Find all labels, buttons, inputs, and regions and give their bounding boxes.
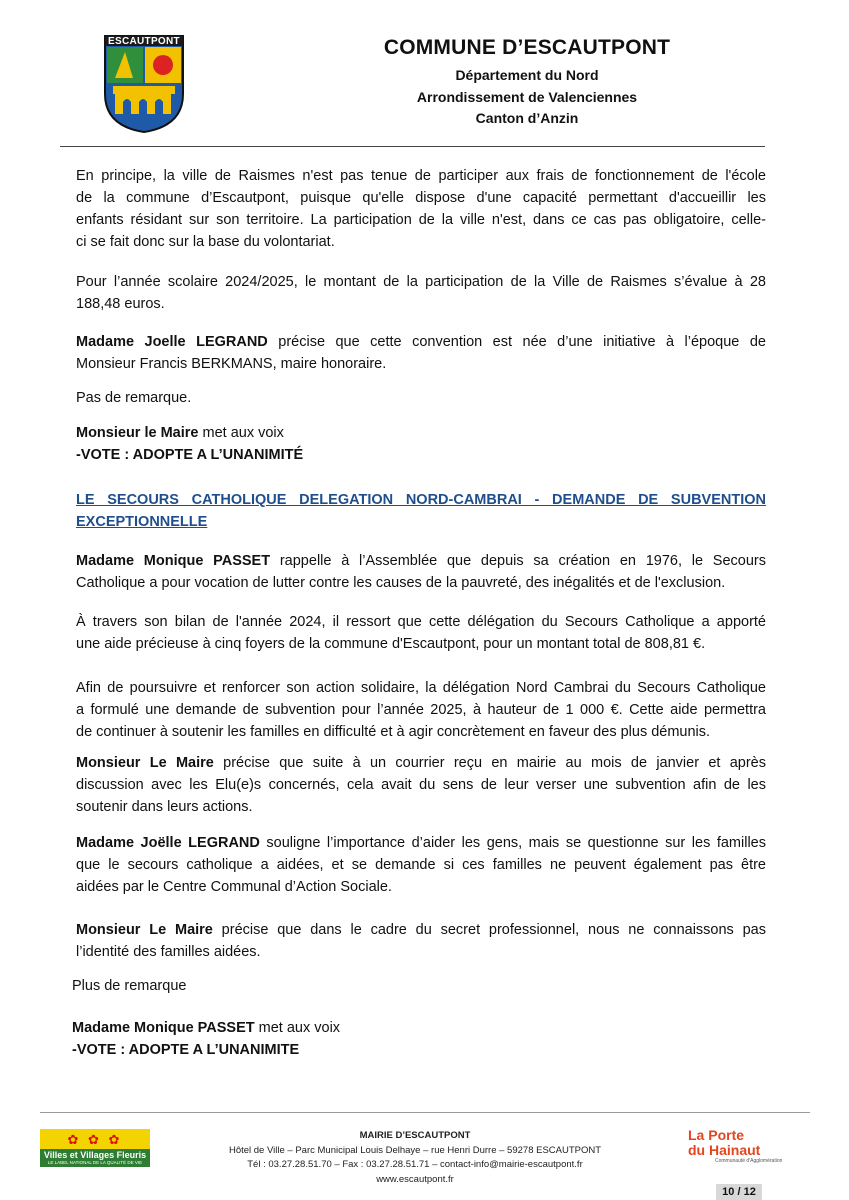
vote-block-1 <box>76 422 766 466</box>
footer-mairie-title: MAIRIE D’ESCAUTPONT <box>359 1130 471 1141</box>
header-divider <box>60 146 765 147</box>
section-heading <box>76 489 766 533</box>
text-line: Pour l’année scolaire 2024/2025, le montant de la participation de la Ville de Raismes s’évalue à 28 <box>76 274 766 290</box>
vote-result: -VOTE : ADOPTE A L’UNANIMITÉ <box>76 447 304 463</box>
text-line: de la commune d’Escautpont, puisque qu'elle dispose d'une capacité permettant d'accueillir les <box>76 190 766 206</box>
paragraph-bilan-2024 <box>76 611 766 655</box>
footer-website: www.escautpont.fr <box>376 1174 454 1185</box>
text-line: précise que cette convention est née d’une initiative à l’époque de <box>267 334 766 350</box>
page-number: 10 / 12 <box>716 1184 762 1200</box>
speaker-name: Monsieur Le Maire <box>76 922 213 938</box>
text-line: enfants résidant sur son territoire. La participation de la ville n'est, dans ce cas pas obligatoire, celle- <box>76 212 766 228</box>
text-line: met aux voix <box>198 425 284 441</box>
text-line: que le secours catholique a aidées, et se demande si ces familles ne peuvent également pas être <box>76 857 766 873</box>
logo-subtext: Communauté d'Agglomération <box>715 1158 783 1164</box>
speaker-name: Madame Monique PASSET <box>76 553 271 569</box>
text-line: soutenir dans leurs actions. <box>76 799 253 815</box>
villes-villages-fleuris-logo <box>40 1129 150 1167</box>
text-line: Monsieur Francis BERKMANS, maire honoraire. <box>76 356 387 372</box>
logo-text: Villes et Villages Fleuris <box>43 1150 147 1160</box>
heading-line: LE SECOURS CATHOLIQUE DELEGATION NORD-CAMBRAI - DEMANDE DE SUBVENTION <box>76 492 766 508</box>
text-line: À travers son bilan de l'année 2024, il ressort que cette délégation du Secours Catholique a apporté <box>76 614 766 630</box>
text-line: aidées par le Centre Communal d’Action Sociale. <box>76 879 392 895</box>
heading-line: EXCEPTIONNELLE <box>76 514 208 530</box>
arrondissement-line: Arrondissement de Valenciennes <box>416 89 638 105</box>
canton-line: Canton d’Anzin <box>475 110 579 126</box>
text-line: Catholique a pour vocation de lutter contre les causes de la pauvreté, des inégalités et de l'exclusion. <box>76 575 726 591</box>
coat-of-arms-icon <box>103 34 185 134</box>
vote-result: -VOTE : ADOPTE A L’UNANIMITE <box>72 1042 300 1058</box>
footer-contact: Tél : 03.27.28.51.70 – Fax : 03.27.28.51.71 – contact-info@mairie-escautpont.fr <box>247 1159 583 1170</box>
commune-title: COMMUNE D’ESCAUTPONT <box>383 36 671 59</box>
text-line: met aux voix <box>254 1020 341 1036</box>
paragraph-no-remark: Pas de remarque. <box>76 390 192 406</box>
text-line: rappelle à l’Assemblée que depuis sa création en 1976, le Secours <box>270 553 767 569</box>
paragraph-subvention-request <box>76 677 766 743</box>
logo-band <box>40 1149 150 1167</box>
text-line: a formulé une demande de subvention pour l’année 2025, à hauteur de 1 000 €. Cette aide permettra <box>76 702 766 718</box>
vote-block-2 <box>72 1017 762 1061</box>
logo-subtext: LE LABEL NATIONAL DE LA QUALITÉ DE VIE <box>47 1160 143 1165</box>
text-line: l’identité des familles aidées. <box>76 944 261 960</box>
speaker-name: Madame Joelle LEGRAND <box>76 334 268 350</box>
department-line: Département du Nord <box>455 67 599 83</box>
speaker-name: Monsieur Le Maire <box>76 755 214 771</box>
paragraph-raismes-principle <box>76 165 766 253</box>
footer-address: Hôtel de Ville – Parc Municipal Louis Delhaye – rue Henri Durre – 59278 ESCAUTPONT <box>228 1145 602 1156</box>
speaker-name: Monsieur le Maire <box>76 425 199 441</box>
crest-label: ESCAUTPONT <box>108 36 180 47</box>
logo-line: La Porte <box>688 1127 745 1143</box>
text-line: de continuer à soutenir les familles en difficulté et à agir concrètement en faveur des plus démunis. <box>76 724 711 740</box>
text-line: discussion avec les Elu(e)s concernés, cela avait du sens de leur verser une subvention afin de les <box>76 777 766 793</box>
paragraph-maire-courrier <box>76 752 766 818</box>
paragraph-legrand-convention <box>76 331 766 375</box>
paragraph-legrand-question <box>76 832 766 898</box>
paragraph-participation-amount <box>76 271 766 315</box>
document-header <box>0 0 849 150</box>
text-line: souligne l’importance d’aider les gens, mais se questionne sur les familles <box>259 835 766 851</box>
paragraph-secret-professionnel <box>76 919 766 963</box>
paragraph-passet-recall <box>76 550 766 594</box>
logo-line: du Hainaut <box>688 1142 761 1158</box>
la-porte-du-hainaut-logo <box>688 1128 788 1164</box>
paragraph-plus-de-remarque: Plus de remarque <box>72 978 187 994</box>
speaker-name: Madame Monique PASSET <box>72 1020 255 1036</box>
text-line: Afin de poursuivre et renforcer son action solidaire, la délégation Nord Cambrai du Secours Catholique <box>76 680 766 696</box>
text-line: ci se fait donc sur la base du volontariat. <box>76 234 335 250</box>
text-line: précise que dans le cadre du secret professionnel, nous ne connaissons pas <box>212 922 766 938</box>
text-line: une aide précieuse à cinq foyers de la commune d'Escautpont, pour un montant total de 808,81 €. <box>76 636 706 652</box>
text-line: précise que suite à un courrier reçu en mairie au mois de janvier et après <box>213 755 766 771</box>
text-line: 188,48 euros. <box>76 296 165 312</box>
flower-icon: ✿ ✿ ✿ <box>67 1132 123 1147</box>
speaker-name: Madame Joëlle LEGRAND <box>76 835 260 851</box>
footer-divider <box>40 1112 810 1113</box>
text-line: En principe, la ville de Raismes n'est pas tenue de participer aux frais de fonctionnement de l'école <box>76 168 766 184</box>
